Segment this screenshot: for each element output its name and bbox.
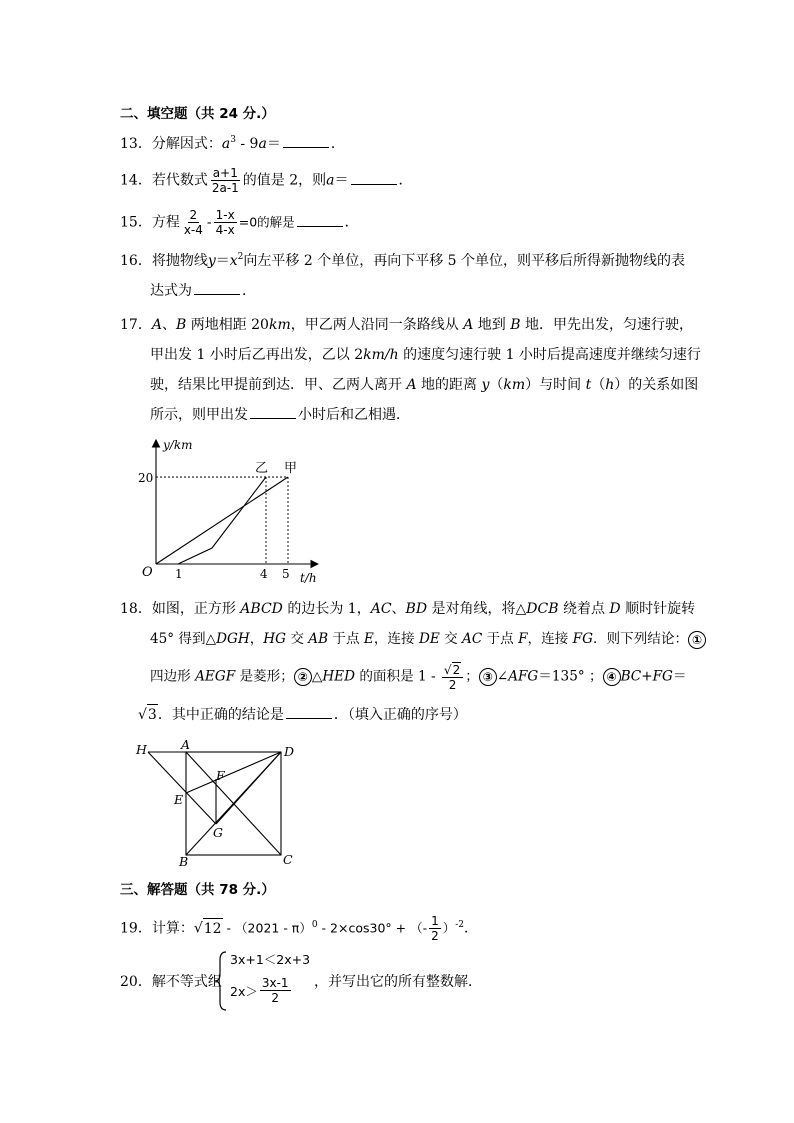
question-17-line-1: 17．A、B 两地相距 20km，甲乙两人沿同一条路线从 A 地到 B 地．甲先出发，匀速行驶， [120, 317, 693, 333]
point-D: D [284, 744, 295, 759]
square-rotation-figure [134, 738, 304, 868]
question-number: 15． [120, 214, 152, 231]
fraction: $\frac{1-x}{4-x}$ [215, 208, 235, 237]
question-number: 13． [120, 136, 152, 152]
question-number: 19． [120, 920, 152, 937]
circled-1: ① [688, 631, 706, 649]
question-16-line-1: 16．将抛物线$y=x^2$向左平移 2 个单位，再向下平移 5 个单位，则平移后所得新抛物线的表 [120, 252, 686, 269]
fraction: $\frac{1}{2}$ [431, 914, 439, 943]
label-jia: 甲 [284, 461, 298, 476]
question-20-instruction: ，并写出它的所有整数解． [314, 974, 482, 990]
question-18-line-1: 18．如图，正方形 ABCD 的边长为 1，AC、BD 是对角线，将△DCB 绕着点 D 顺时针旋转 [120, 601, 696, 617]
origin-label: O [142, 565, 153, 580]
question-18-line-2: 45° 得到△DGH，HG 交 AB 于点 E，连接 DE 交 AC 于点 F，连接 FG．则下列结论： ① [150, 629, 706, 651]
point-A: A [181, 738, 191, 752]
point-F: F [216, 768, 225, 783]
tick-1: 1 [175, 567, 183, 581]
question-14: 14．若代数式 $\frac{a+1}{2a-1}$ 的值是 2，则a＝ ． [120, 166, 413, 195]
question-17-line-4: 所示，则甲出发 小时后和乙相遇． [150, 407, 410, 423]
tick-5: 5 [282, 567, 290, 581]
question-number: 17． [120, 317, 152, 333]
point-H: H [136, 742, 147, 757]
question-18-line-3: 四边形 AEGF 是菱形； ② △HED 的面积是 1 - $\frac{√2}{2}$ ； ③ ∠AFG＝135° ； ④ BC+FG＝ [150, 663, 687, 692]
segment-DE [186, 752, 281, 793]
answer-blank[interactable] [250, 405, 296, 419]
y-axis-label: y/km [163, 438, 193, 452]
answer-blank[interactable] [286, 705, 332, 719]
answer-blank[interactable] [297, 213, 343, 227]
point-G: G [213, 825, 223, 840]
distance-time-graph [136, 434, 326, 586]
question-number: 20． [120, 974, 152, 990]
fraction: $\frac{2}{x-4}$ [183, 208, 203, 237]
circled-4: ④ [603, 668, 621, 686]
question-20: 20．解不等式组 [120, 974, 222, 990]
fraction: $\frac{a+1}{2a-1}$ [211, 166, 239, 195]
question-19: 19．计算：√12 - （2021 - π）$^0$ - 2×cos30° + （- $\frac{1}{2}$ ）$^{-2}$． [120, 914, 479, 943]
segment-HG [148, 752, 216, 824]
system-brace [214, 950, 228, 1012]
answer-blank[interactable] [351, 171, 397, 185]
answer-blank[interactable] [194, 281, 240, 295]
inequality-2: 2x＞ $\frac{3x-1}{2}$ [230, 976, 289, 1005]
question-17-line-2: 甲出发 1 小时后乙再出发，乙以 2km/h 的速度匀速行驶 1 小时后提高速度并继续匀速行 [150, 347, 701, 363]
point-B: B [179, 854, 189, 868]
circled-2: ② [294, 668, 312, 686]
tick-20: 20 [138, 471, 154, 485]
point-E: E [174, 792, 184, 807]
section-heading-solutions: 三、解答题（共 78 分.） [120, 882, 275, 898]
question-13: 13．分解因式：$a^3 - 9a=$ ． [120, 135, 345, 152]
label-yi: 乙 [255, 461, 269, 476]
question-number: 14． [120, 172, 152, 189]
question-number: 18． [120, 601, 152, 617]
line-jia [156, 477, 288, 564]
question-18-line-4: √3．其中正确的结论是 ．（填入正确的序号） [138, 704, 467, 726]
question-15: 15．方程 $\frac{2}{x-4}$ - $\frac{1-x}{4-x}$ =0的解是 ． [120, 208, 359, 237]
question-17-line-3: 驶，结果比甲提前到达．甲、乙两人离开 A 地的距离 y（km）与时间 t（h）的关系如图 [150, 377, 699, 393]
inequality-1: 3x+1＜2x+3 [230, 952, 311, 967]
tick-4: 4 [260, 567, 268, 581]
question-16-line-2: 达式为 ． [150, 283, 256, 299]
fraction-sqrt2-over-2: $\frac{√2}{2}$ [442, 662, 463, 692]
point-C: C [283, 852, 293, 867]
fraction: $\frac{3x-1}{2}$ [261, 976, 289, 1005]
x-axis-label: t/h [300, 571, 317, 585]
circled-3: ③ [479, 668, 497, 686]
answer-blank[interactable] [283, 134, 329, 148]
question-number: 16． [120, 253, 152, 269]
section-heading-fill-in: 二、填空题（共 24 分.） [120, 106, 275, 122]
